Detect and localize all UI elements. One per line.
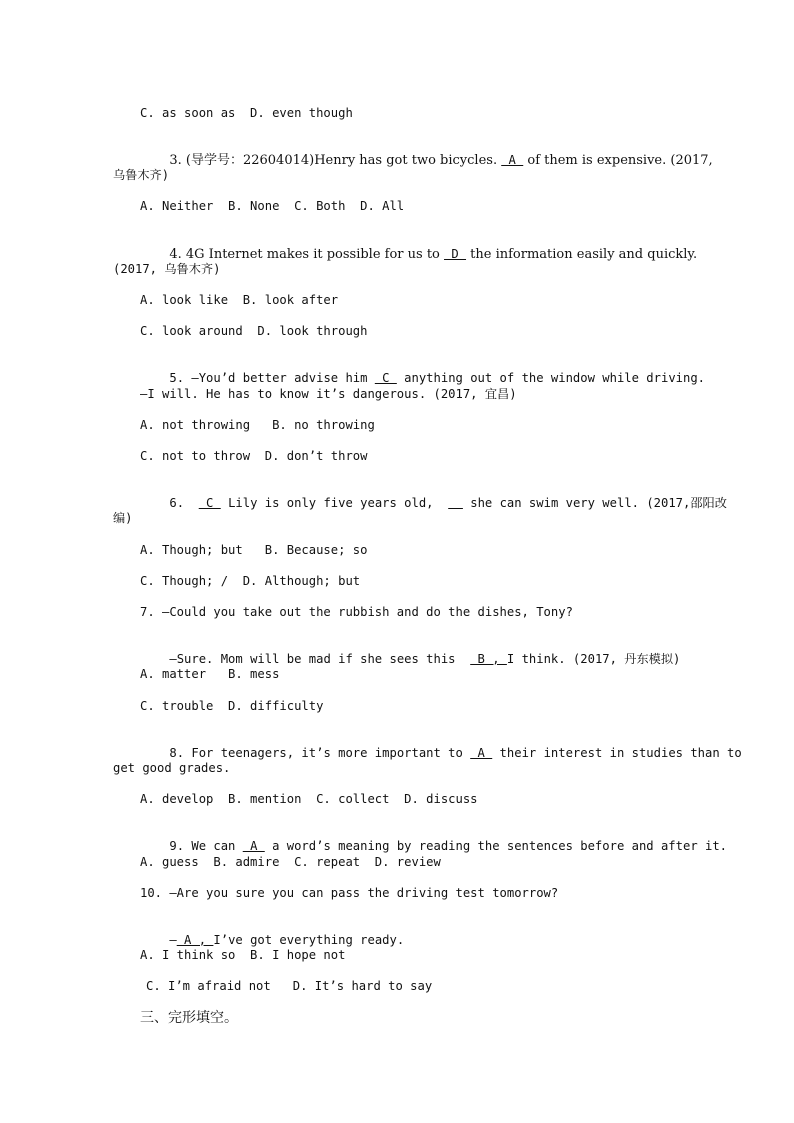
q4-stem-cont: (2017, 乌鲁木齐) — [113, 262, 221, 276]
q3-stem-pre: 3. (导学号：22604014)Henry has got two bicycles. — [169, 153, 502, 168]
q10-reply-pre: — — [169, 933, 177, 947]
q9-answer: A — [242, 839, 265, 853]
q6-answer: C — [198, 496, 221, 510]
q4-options-ab: A. look like B. look after — [140, 293, 339, 307]
q5-reply: —I will. He has to know it’s dangerous. (2017, 宜昌) — [140, 387, 517, 401]
q4-stem-post: the information easily and quickly. — [466, 247, 698, 262]
q2-options-cd: C. as soon as D. even though — [140, 106, 353, 120]
q6-options-ab: A. Though; but B. Because; so — [140, 543, 368, 557]
q10-options-cd: C. I’m afraid not D. It’s hard to say — [146, 979, 433, 993]
q8-stem-post: their interest in studies than to — [492, 746, 742, 760]
q10-reply-post: I’ve got everything ready. — [213, 933, 405, 947]
q5-options-cd: C. not to throw D. don’t throw — [140, 449, 368, 463]
q9-options: A. guess B. admire C. repeat D. review — [140, 855, 441, 869]
q5-stem-pre: 5. —You’d better advise him — [169, 371, 375, 385]
q5-answer: C — [374, 371, 397, 385]
q7-options-cd: C. trouble D. difficulty — [140, 699, 324, 713]
q6-stem-pre: 6. — [169, 496, 199, 510]
q3-stem-post: of them is expensive. (2017, — [523, 153, 713, 168]
q4-answer: D — [444, 247, 467, 261]
q5-stem-post: anything out of the window while driving. — [396, 371, 706, 385]
q6-stem-mid: Lily is only five years old, — [220, 496, 449, 510]
q7-options-ab: A. matter B. mess — [140, 667, 280, 681]
q6-stem-cont: 编) — [113, 511, 133, 525]
q5-options-ab: A. not throwing B. no throwing — [140, 418, 375, 432]
q7-question: 7. —Could you take out the rubbish and do the dishes, Tony? — [140, 605, 573, 619]
q8-options: A. develop B. mention C. collect D. discuss — [140, 792, 478, 806]
q3-stem-cont: 乌鲁木齐) — [113, 168, 170, 182]
q4-stem — [140, 230, 697, 279]
q3-options: A. Neither B. None C. Both D. All — [140, 199, 405, 213]
q3-answer: A — [501, 153, 524, 167]
q6-stem — [140, 479, 727, 527]
q8-stem-cont: get good grades. — [113, 761, 231, 775]
q10-answer: A , — [176, 933, 214, 947]
q4-options-cd: C. look around D. look through — [140, 324, 368, 338]
q7-answer: B , — [470, 652, 507, 666]
q7-reply-pre: —Sure. Mom will be mad if she sees this — [169, 652, 471, 666]
q6-second-blank — [448, 496, 463, 510]
q3-stem — [140, 136, 713, 185]
q9-stem-post: a word’s meaning by reading the sentences before and after it. — [264, 839, 728, 853]
section-heading-cloze: 三、完形填空。 — [140, 1010, 238, 1026]
q6-options-cd: C. Though; / D. Although; but — [140, 574, 361, 588]
q4-stem-pre: 4. 4G Internet makes it possible for us to — [169, 247, 445, 262]
q7-reply-post: I think. (2017, 丹东模拟) — [506, 652, 681, 666]
q6-stem-post: she can swim very well. (2017,邵阳改 — [462, 496, 727, 510]
q8-stem-pre: 8. For teenagers, it’s more important to — [169, 746, 471, 760]
q10-options-ab: A. I think so B. I hope not — [140, 948, 346, 962]
q9-stem-pre: 9. We can — [169, 839, 243, 853]
q8-answer: A — [470, 746, 493, 760]
q10-question: 10. —Are you sure you can pass the driving test tomorrow? — [140, 886, 559, 900]
